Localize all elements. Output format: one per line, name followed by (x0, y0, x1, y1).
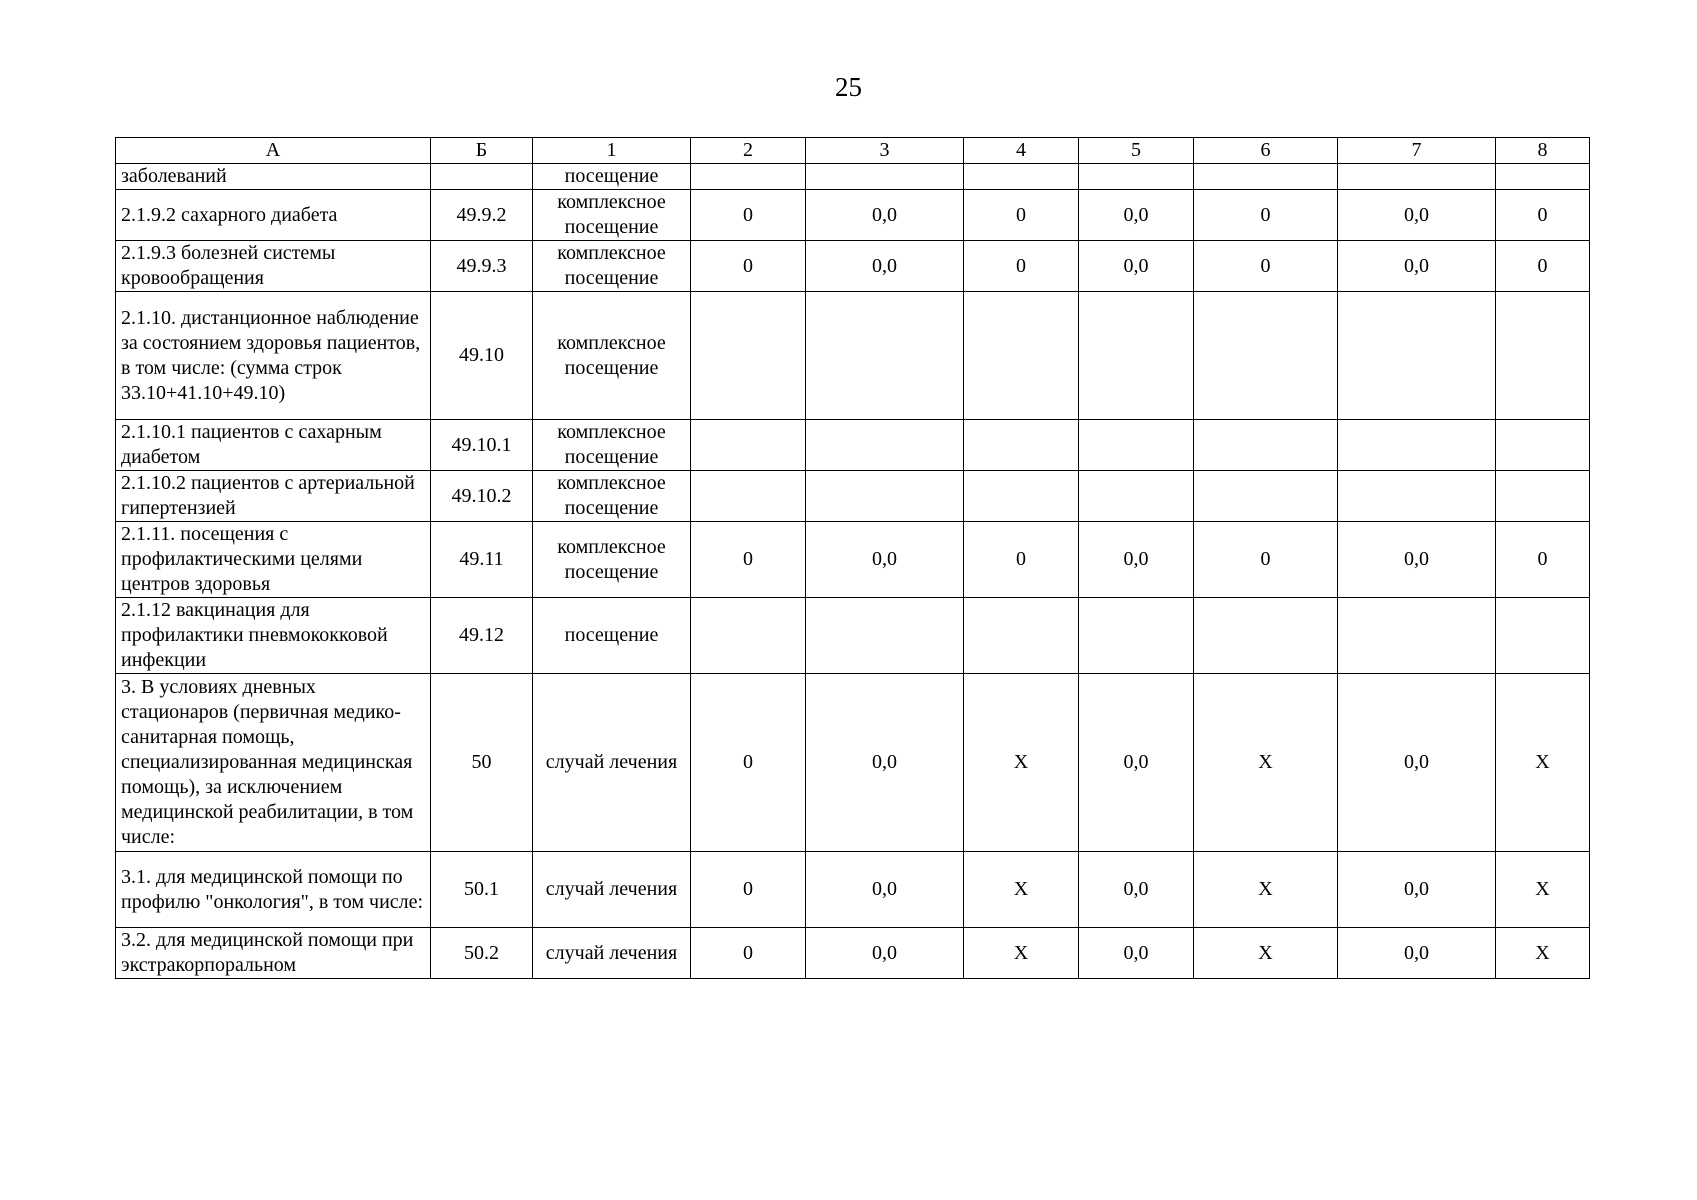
row-unit-cell: случай лечения (533, 852, 691, 928)
row-value-cell (1079, 598, 1194, 674)
table-header-row (116, 138, 1590, 164)
row-value-cell: 0,0 (806, 852, 964, 928)
row-unit-cell: комплексное посещение (533, 471, 691, 522)
column-header: 1 (533, 138, 691, 164)
row-value-cell: 0,0 (1338, 190, 1496, 241)
row-code-cell: 49.12 (431, 598, 533, 674)
column-header: 6 (1194, 138, 1338, 164)
table-row (116, 420, 1590, 471)
row-unit-cell: посещение (533, 164, 691, 190)
row-name-cell: 2.1.10.1 пациентов с сахарным диабетом (116, 420, 431, 471)
row-value-cell: 0 (691, 522, 806, 598)
row-code-cell: 49.11 (431, 522, 533, 598)
row-value-cell: 0,0 (1079, 674, 1194, 852)
row-value-cell (1496, 420, 1590, 471)
row-unit-cell: комплексное посещение (533, 292, 691, 420)
row-value-cell (806, 164, 964, 190)
row-value-cell: 0,0 (1338, 241, 1496, 292)
table-row (116, 241, 1590, 292)
row-value-cell: 0 (1194, 190, 1338, 241)
row-code-cell: 50.1 (431, 852, 533, 928)
row-value-cell (1079, 420, 1194, 471)
row-name-cell: 2.1.11. посещения с профилактическими целями центров здоровья (116, 522, 431, 598)
row-name-cell: 2.1.10.2 пациентов с артериальной гипертензией (116, 471, 431, 522)
row-value-cell (1079, 471, 1194, 522)
row-value-cell: 0 (1194, 241, 1338, 292)
row-value-cell (691, 292, 806, 420)
row-value-cell (806, 420, 964, 471)
row-value-cell (1079, 164, 1194, 190)
row-value-cell: 0,0 (1079, 190, 1194, 241)
column-header: Б (431, 138, 533, 164)
table-body (116, 164, 1590, 979)
row-value-cell (1194, 598, 1338, 674)
row-value-cell (1194, 292, 1338, 420)
row-code-cell (431, 164, 533, 190)
row-value-cell: Х (964, 852, 1079, 928)
table-row (116, 190, 1590, 241)
row-value-cell: 0 (1496, 190, 1590, 241)
row-value-cell (1496, 598, 1590, 674)
row-value-cell (964, 471, 1079, 522)
table-row (116, 598, 1590, 674)
row-value-cell (964, 164, 1079, 190)
row-value-cell (964, 598, 1079, 674)
row-value-cell (691, 471, 806, 522)
row-value-cell: Х (1496, 928, 1590, 979)
row-value-cell: 0 (1496, 241, 1590, 292)
row-value-cell: 0 (1194, 522, 1338, 598)
row-value-cell: Х (1496, 852, 1590, 928)
column-header: А (116, 138, 431, 164)
row-value-cell: 0,0 (806, 190, 964, 241)
row-value-cell: 0,0 (1079, 852, 1194, 928)
row-value-cell (691, 420, 806, 471)
row-code-cell: 49.10 (431, 292, 533, 420)
row-name-cell: 2.1.10. дистанционное наблюдение за состоянием здоровья пациентов, в том числе: (сумма строк 33.10+41.10+49.10) (116, 292, 431, 420)
row-unit-cell: случай лечения (533, 928, 691, 979)
row-value-cell (1496, 164, 1590, 190)
row-value-cell: 0,0 (806, 674, 964, 852)
data-table (115, 137, 1590, 979)
row-name-cell: 3. В условиях дневных стационаров (первичная медико-санитарная помощь, специализированная медицинская помощь), за исключением медицинской реабилитации, в том числе: (116, 674, 431, 852)
table-row (116, 164, 1590, 190)
row-value-cell (1338, 420, 1496, 471)
table-row (116, 522, 1590, 598)
row-value-cell (806, 598, 964, 674)
table-row (116, 928, 1590, 979)
page-number: 25 (835, 72, 862, 102)
row-value-cell (1496, 292, 1590, 420)
column-header: 7 (1338, 138, 1496, 164)
row-value-cell (691, 598, 806, 674)
row-unit-cell: комплексное посещение (533, 190, 691, 241)
column-header: 5 (1079, 138, 1194, 164)
row-value-cell (964, 292, 1079, 420)
table-row (116, 674, 1590, 852)
row-value-cell: Х (964, 674, 1079, 852)
row-value-cell: 0 (1496, 522, 1590, 598)
row-code-cell: 50.2 (431, 928, 533, 979)
row-name-cell: 2.1.12 вакцинация для профилактики пневмококковой инфекции (116, 598, 431, 674)
table-row (116, 292, 1590, 420)
row-value-cell: 0,0 (1338, 522, 1496, 598)
row-value-cell: 0,0 (1338, 852, 1496, 928)
row-name-cell: 3.1. для медицинской помощи по профилю "онкология", в том числе: (116, 852, 431, 928)
row-unit-cell: посещение (533, 598, 691, 674)
row-code-cell: 49.9.3 (431, 241, 533, 292)
row-value-cell: 0,0 (806, 522, 964, 598)
row-code-cell: 49.10.2 (431, 471, 533, 522)
row-value-cell: 0,0 (1079, 241, 1194, 292)
row-value-cell: Х (1194, 852, 1338, 928)
row-name-cell: заболеваний (116, 164, 431, 190)
row-value-cell: 0 (964, 241, 1079, 292)
row-value-cell (964, 420, 1079, 471)
row-value-cell: 0 (691, 928, 806, 979)
column-header: 4 (964, 138, 1079, 164)
table-row (116, 852, 1590, 928)
row-name-cell: 3.2. для медицинской помощи при экстракорпоральном (116, 928, 431, 979)
row-unit-cell: комплексное посещение (533, 241, 691, 292)
row-value-cell: 0 (964, 190, 1079, 241)
row-code-cell: 50 (431, 674, 533, 852)
row-value-cell: Х (1194, 928, 1338, 979)
row-value-cell (1338, 164, 1496, 190)
row-value-cell: 0 (691, 190, 806, 241)
row-name-cell: 2.1.9.2 сахарного диабета (116, 190, 431, 241)
row-unit-cell: комплексное посещение (533, 420, 691, 471)
row-value-cell: 0,0 (1338, 674, 1496, 852)
row-value-cell (1338, 598, 1496, 674)
row-value-cell: Х (1194, 674, 1338, 852)
row-value-cell: 0 (691, 674, 806, 852)
row-value-cell (1194, 420, 1338, 471)
row-value-cell (806, 471, 964, 522)
row-unit-cell: случай лечения (533, 674, 691, 852)
column-header: 2 (691, 138, 806, 164)
row-value-cell (806, 292, 964, 420)
row-code-cell: 49.9.2 (431, 190, 533, 241)
row-value-cell: Х (1496, 674, 1590, 852)
column-header: 8 (1496, 138, 1590, 164)
row-value-cell: Х (964, 928, 1079, 979)
row-code-cell: 49.10.1 (431, 420, 533, 471)
row-value-cell (1079, 292, 1194, 420)
row-value-cell: 0 (964, 522, 1079, 598)
row-value-cell: 0,0 (1079, 522, 1194, 598)
row-value-cell: 0,0 (1079, 928, 1194, 979)
row-value-cell (1496, 471, 1590, 522)
row-unit-cell: комплексное посещение (533, 522, 691, 598)
row-value-cell (1194, 164, 1338, 190)
row-value-cell: 0,0 (1338, 928, 1496, 979)
row-value-cell (1338, 292, 1496, 420)
row-value-cell: 0,0 (806, 928, 964, 979)
row-value-cell (1194, 471, 1338, 522)
row-value-cell: 0 (691, 241, 806, 292)
row-value-cell (1338, 471, 1496, 522)
column-header: 3 (806, 138, 964, 164)
row-value-cell: 0 (691, 852, 806, 928)
row-value-cell: 0,0 (806, 241, 964, 292)
row-value-cell (691, 164, 806, 190)
table-row (116, 471, 1590, 522)
row-name-cell: 2.1.9.3 болезней системы кровообращения (116, 241, 431, 292)
